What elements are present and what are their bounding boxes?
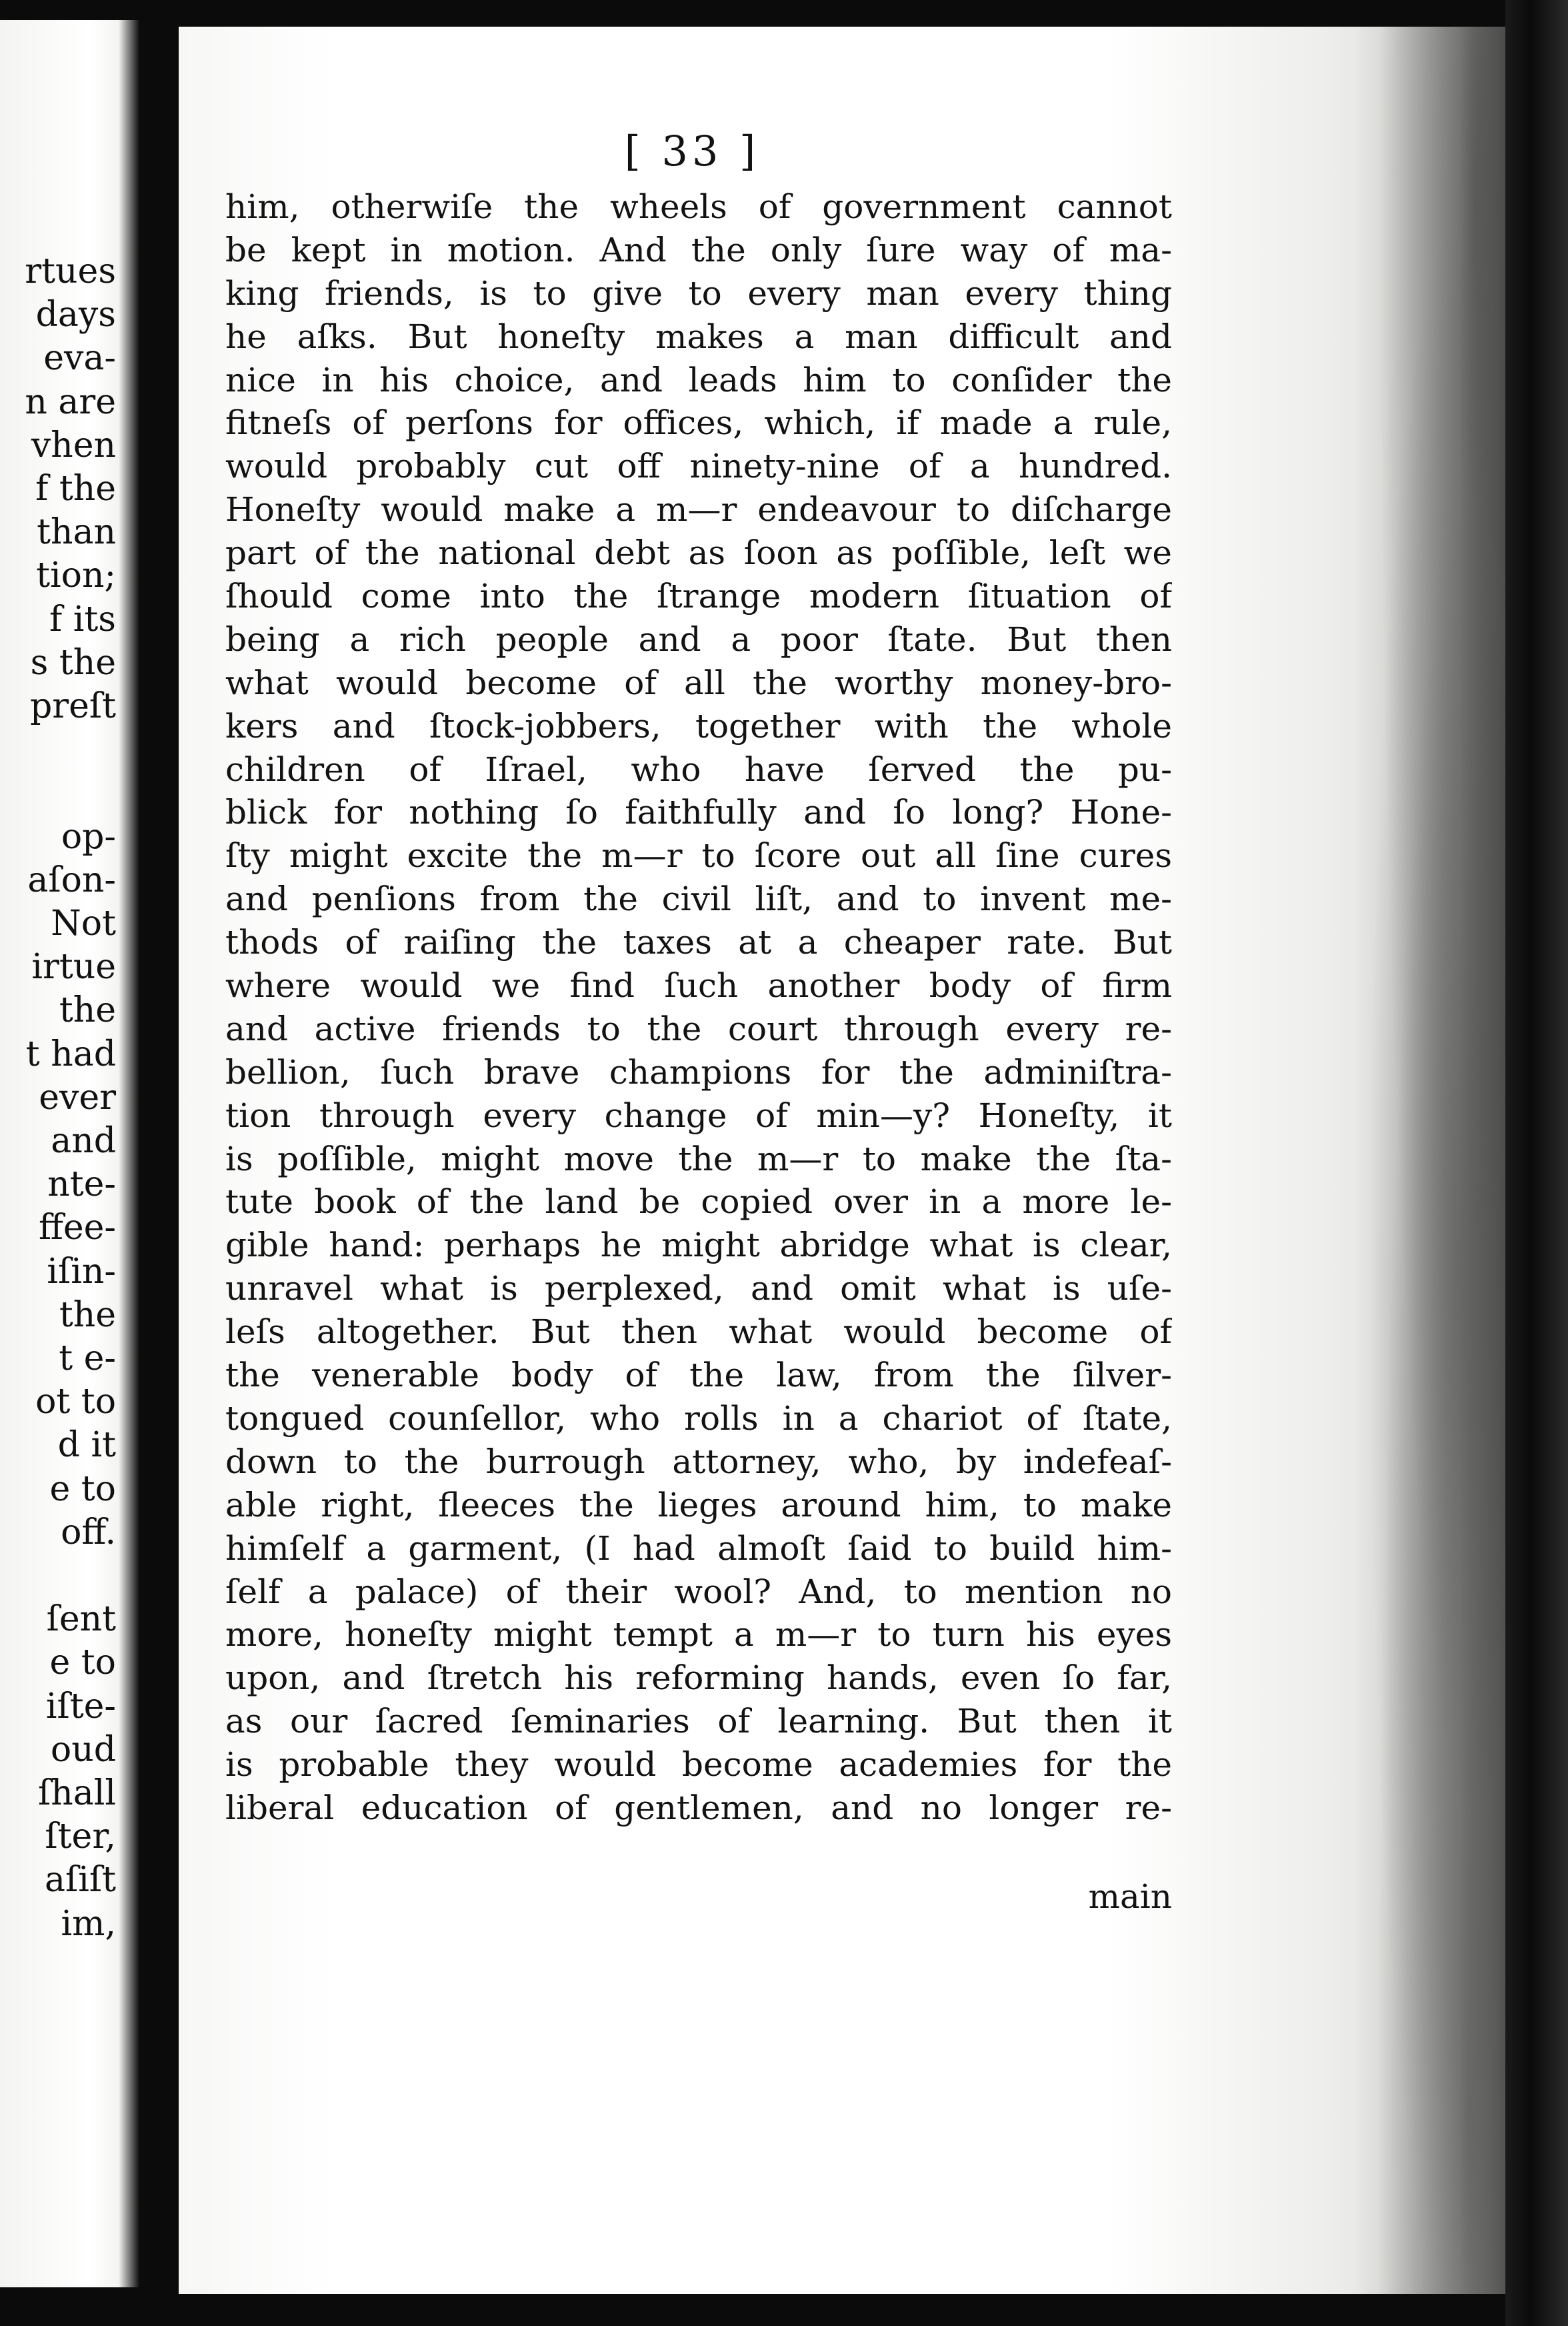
text-line: children of Iſrael, who have ſerved the pu- (225, 750, 1172, 789)
text-line: as our ſacred ſeminaries of learning. But then it (225, 1702, 1172, 1741)
facing-page-fragment: days (35, 295, 116, 335)
page-33 (179, 27, 1505, 2294)
page-edge-stain (1352, 27, 1505, 2294)
text-line: what would become of all the worthy money-bro- (225, 663, 1172, 702)
text-line: bellion, ſuch brave champions for the adminiſtra- (225, 1052, 1172, 1092)
facing-page-fragment: ſent (46, 1599, 116, 1640)
catchword: main (1088, 1877, 1172, 1916)
page-number: [ 33 ] (624, 127, 760, 175)
text-line: ſelf a palace) of their wool? And, to mention no (225, 1572, 1172, 1611)
text-line: is probable they would become academies for the (225, 1745, 1172, 1785)
facing-page-fragment: and (51, 1121, 116, 1161)
text-line: kers and ſtock-jobbers, together with the whole (225, 706, 1172, 746)
text-line: blick for nothing ſo faithfully and ſo long? Hone- (225, 793, 1172, 832)
text-line: ſty might excite the m—r to ſcore out all ſine cures (225, 836, 1172, 876)
text-line: Honeſty would make a m—r endeavour to diſcharge (225, 490, 1172, 529)
text-line: liberal education of gentlemen, and no longer re- (225, 1788, 1172, 1827)
facing-page-fragment: Not (51, 904, 116, 944)
facing-page-fragment: the (59, 990, 116, 1031)
facing-page-fragment: oud (50, 1729, 116, 1770)
text-line: gible hand: perhaps he might abridge what is clear, (225, 1226, 1172, 1265)
text-line: nice in his choice, and leads him to conſider the (225, 360, 1172, 399)
facing-page-fragment: preſt (29, 686, 116, 726)
facing-page-fragment: op- (61, 816, 116, 857)
facing-page-fragment: ſhall (38, 1773, 116, 1813)
text-line: ſhould come into the ſtrange modern ſituation of (225, 577, 1172, 616)
text-line: tongued counſellor, who rolls in a chariot of ſtate, (225, 1398, 1172, 1438)
facing-page-fragment: s the (30, 642, 116, 683)
facing-page-fragment: t e- (59, 1338, 116, 1378)
facing-page-fragment: f the (35, 469, 116, 509)
text-line: is poſſible, might move the m—r to make the ſta- (225, 1139, 1172, 1178)
facing-page-fragment: iſin- (47, 1251, 116, 1292)
facing-page-fragment: irtue (31, 947, 116, 988)
text-line: he aſks. But honeſty makes a man difficult and (225, 317, 1172, 356)
facing-page-fragment: d it (57, 1425, 116, 1466)
facing-page-fragment: ot to (35, 1382, 116, 1422)
text-line: down to the burrough attorney, who, by indefeaſ- (225, 1442, 1172, 1481)
facing-page-fragment: aſiſt (44, 1860, 116, 1901)
facing-page-fragment: ſter, (45, 1817, 116, 1857)
text-line: himſelf a garment, (I had almoſt ſaid to build him- (225, 1528, 1172, 1568)
facing-page-fragment: f its (49, 599, 116, 640)
text-line: would probably cut off ninety-nine of a hundred. (225, 447, 1172, 486)
text-line: and active friends to the court through every re- (225, 1009, 1172, 1048)
text-line: unravel what is perplexed, and omit what is uſe- (225, 1269, 1172, 1308)
facing-page-fragment: e to (49, 1468, 116, 1509)
facing-page-fragment: ever (39, 1077, 116, 1118)
facing-page-fragment: nte- (47, 1164, 116, 1205)
text-line: tute book of the land be copied over in a more le- (225, 1182, 1172, 1222)
text-line: fitneſs of perſons for offices, which, if made a rule, (225, 403, 1172, 443)
text-line: be kept in motion. And the only ſure way of ma- (225, 230, 1172, 269)
text-line: him, otherwiſe the wheels of government cannot (225, 187, 1172, 226)
facing-page-fragment: iſte- (45, 1686, 116, 1726)
facing-page-fragment: eva- (43, 338, 116, 379)
facing-page-fragment: aſon- (27, 860, 116, 900)
facing-page-fragment: tion; (36, 555, 116, 596)
body-text (225, 185, 1172, 1830)
text-line: tion through every change of min—y? Honeſty, it (225, 1096, 1172, 1135)
facing-page-fragment: the (59, 1294, 116, 1335)
text-line: able right, fleeces the lieges around him, to make (225, 1485, 1172, 1524)
facing-page-fragment: vhen (31, 425, 116, 465)
facing-page-fragment: ffee- (38, 1208, 116, 1248)
text-line: the venerable body of the law, from the ſilver- (225, 1356, 1172, 1395)
text-line: upon, and ſtretch his reforming hands, even ſo far, (225, 1658, 1172, 1698)
text-line: more, honeſty might tempt a m—r to turn his eyes (225, 1615, 1172, 1654)
facing-page-fragment: e to (49, 1642, 116, 1683)
right-edge-shadow (1505, 0, 1568, 2326)
text-line: thods of raiſing the taxes at a cheaper rate. But (225, 923, 1172, 962)
book-gutter (119, 0, 179, 2326)
facing-page-fragment: n are (25, 381, 116, 422)
facing-page-fragment: than (37, 512, 116, 553)
text-line: being a rich people and a poor ſtate. But then (225, 620, 1172, 659)
facing-page-fragment: rtues (25, 251, 116, 291)
facing-page-fragment: t had (25, 1034, 116, 1074)
text-line: part of the national debt as ſoon as poſſible, leſt we (225, 533, 1172, 573)
text-line: king friends, is to give to every man every thing (225, 273, 1172, 313)
text-line: where would we find ſuch another body of firm (225, 966, 1172, 1006)
text-line: leſs altogether. But then what would become of (225, 1312, 1172, 1352)
facing-page-fragment: im, (61, 1903, 116, 1944)
facing-page-fragment: off. (61, 1512, 116, 1552)
text-line: and penſions from the civil liſt, and to invent me- (225, 880, 1172, 919)
